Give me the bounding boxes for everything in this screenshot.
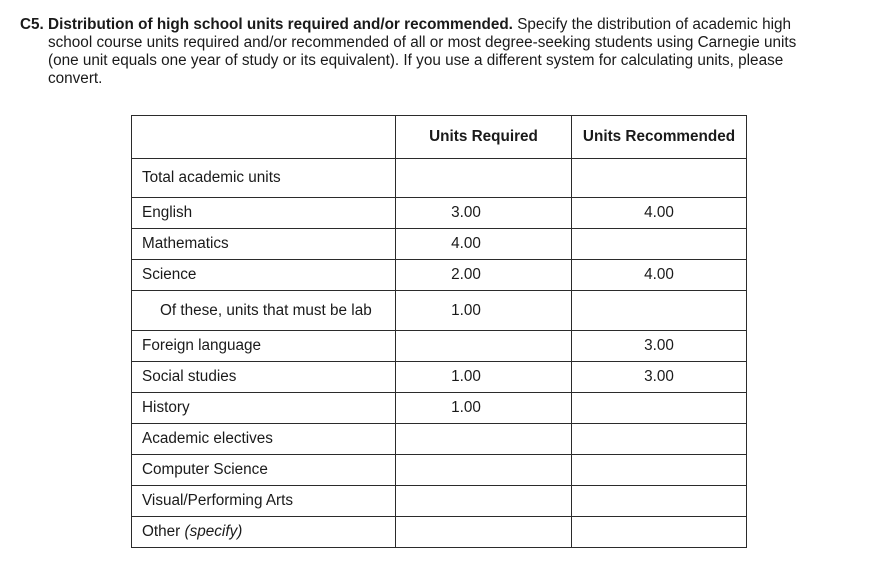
table-row	[132, 393, 747, 424]
units-table	[131, 115, 747, 548]
required-lab-units[interactable]: 1.00	[396, 291, 572, 331]
question-title: C5. Distribution of high school units required and/or recommended.	[20, 16, 513, 33]
table-row	[132, 517, 747, 548]
row-label-visual-performing-arts: Visual/Performing Arts	[132, 486, 396, 517]
table-row	[132, 229, 747, 260]
row-label-english: English	[132, 198, 396, 229]
header-units-recommended: Units Recommended	[572, 116, 747, 159]
required-social-studies[interactable]: 1.00	[396, 362, 572, 393]
recommended-social-studies[interactable]: 3.00	[572, 362, 747, 393]
required-computer-science[interactable]	[396, 455, 572, 486]
recommended-academic-electives[interactable]	[572, 424, 747, 455]
table-row	[132, 260, 747, 291]
header-label-cell	[132, 116, 396, 159]
question-text-line-4: convert.	[48, 70, 103, 87]
required-history[interactable]: 1.00	[396, 393, 572, 424]
recommended-other[interactable]	[572, 517, 747, 548]
row-label-mathematics: Mathematics	[132, 229, 396, 260]
question-text-line-3: (one unit equals one year of study or its equivalent). If you use a different system for calculating units, please	[48, 52, 784, 69]
recommended-total-academic-units[interactable]	[572, 159, 747, 198]
table-row	[132, 159, 747, 198]
recommended-computer-science[interactable]	[572, 455, 747, 486]
question-text-line-2: school course units required and/or recommended of all or most degree-seeking students using Carnegie units	[48, 34, 797, 51]
table-row	[132, 198, 747, 229]
required-total-academic-units[interactable]	[396, 159, 572, 198]
other-specify-note: (specify)	[184, 523, 243, 540]
table-row	[132, 331, 747, 362]
recommended-english[interactable]: 4.00	[572, 198, 747, 229]
row-label-foreign-language: Foreign language	[132, 331, 396, 362]
row-label-computer-science: Computer Science	[132, 455, 396, 486]
required-foreign-language[interactable]	[396, 331, 572, 362]
table-row	[132, 455, 747, 486]
recommended-visual-performing-arts[interactable]	[572, 486, 747, 517]
recommended-lab-units[interactable]	[572, 291, 747, 331]
required-visual-performing-arts[interactable]	[396, 486, 572, 517]
question-block	[20, 16, 865, 88]
row-label-social-studies: Social studies	[132, 362, 396, 393]
row-label-history: History	[132, 393, 396, 424]
table-header-row	[132, 116, 747, 159]
recommended-mathematics[interactable]	[572, 229, 747, 260]
other-label-text: Other	[142, 523, 181, 540]
required-mathematics[interactable]: 4.00	[396, 229, 572, 260]
table-row	[132, 424, 747, 455]
row-label-lab-units: Of these, units that must be lab	[132, 291, 396, 331]
required-english[interactable]: 3.00	[396, 198, 572, 229]
question-text-line-1: Specify the distribution of academic high	[517, 16, 791, 33]
recommended-foreign-language[interactable]: 3.00	[572, 331, 747, 362]
required-science[interactable]: 2.00	[396, 260, 572, 291]
table-row	[132, 291, 747, 331]
required-academic-electives[interactable]	[396, 424, 572, 455]
row-label-total-academic-units: Total academic units	[132, 159, 396, 198]
row-label-other	[132, 517, 396, 548]
recommended-science[interactable]: 4.00	[572, 260, 747, 291]
row-label-academic-electives: Academic electives	[132, 424, 396, 455]
recommended-history[interactable]	[572, 393, 747, 424]
table-row	[132, 362, 747, 393]
required-other[interactable]	[396, 517, 572, 548]
table-row	[132, 486, 747, 517]
row-label-science: Science	[132, 260, 396, 291]
header-units-required: Units Required	[396, 116, 572, 159]
question-first-line	[20, 16, 865, 34]
